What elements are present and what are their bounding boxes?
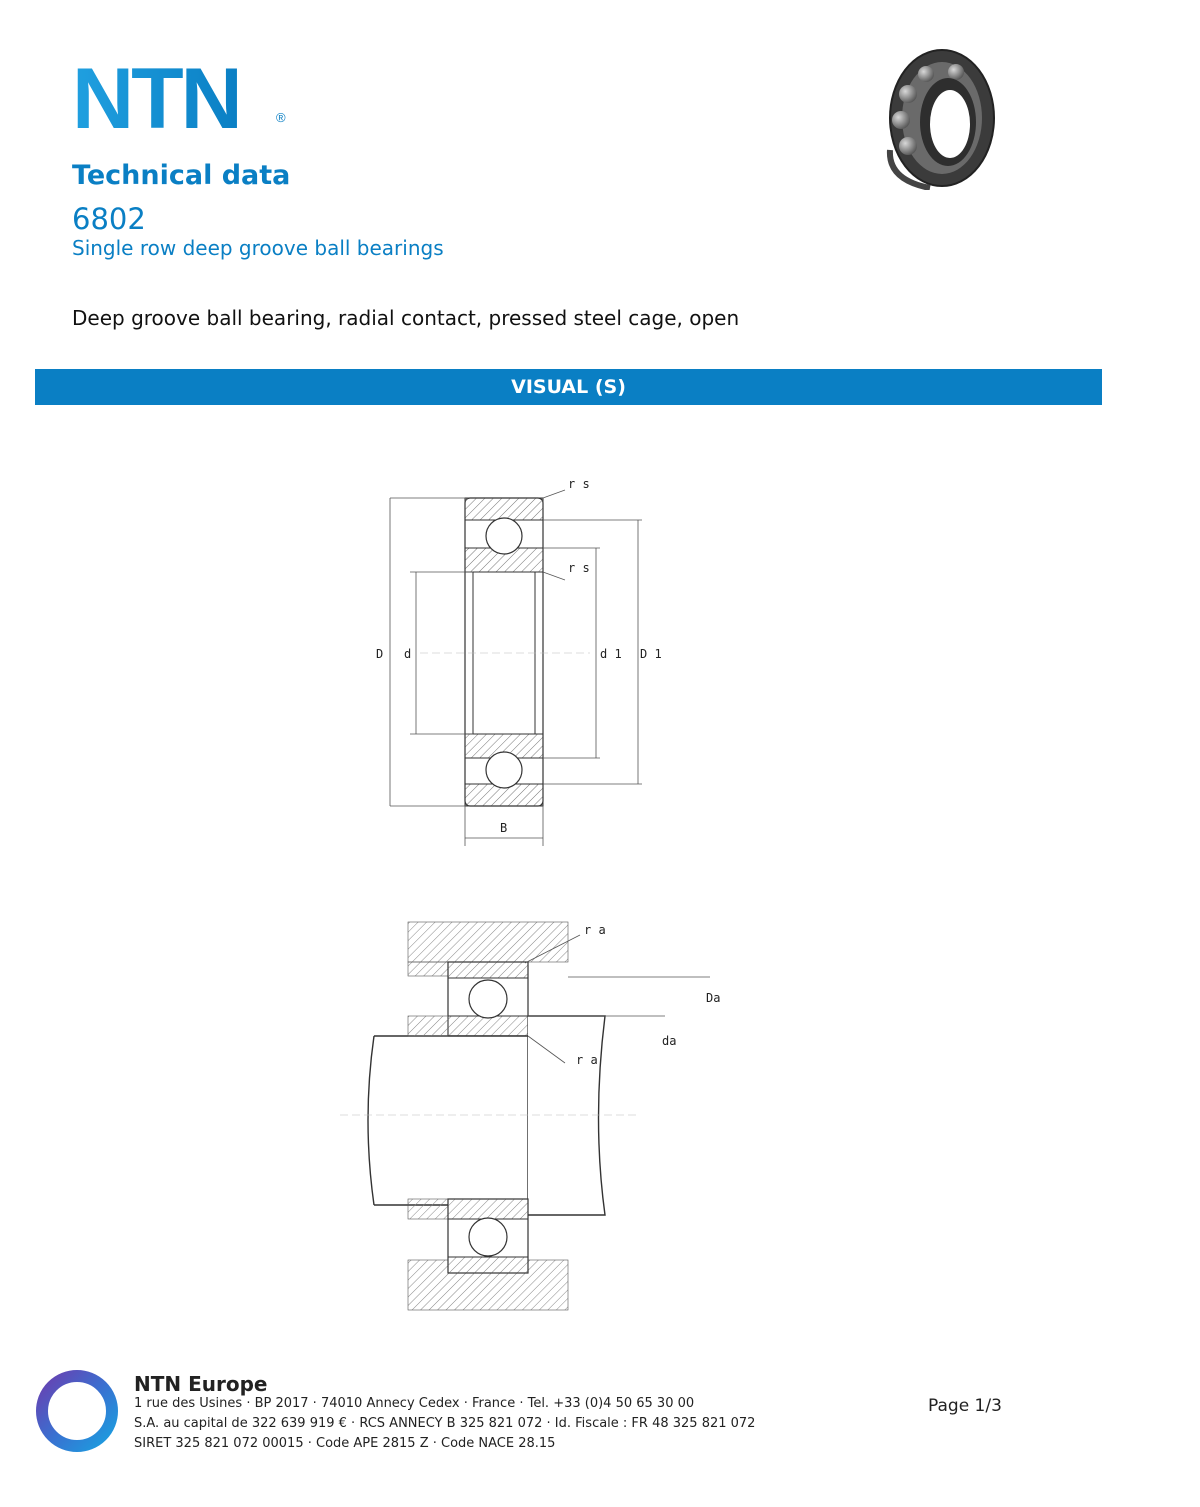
model-number: 6802 bbox=[72, 202, 146, 236]
label-d1: d 1 bbox=[600, 647, 622, 661]
label-rs-top: r s bbox=[568, 477, 590, 491]
label-rs-mid: r s bbox=[568, 561, 590, 575]
address-line-1: 1 rue des Usines · BP 2017 · 74010 Annecy Cedex · France · Tel. +33 (0)4 50 65 30 00 bbox=[134, 1396, 695, 1411]
bearing-illustration bbox=[870, 40, 1000, 190]
ntn-europe-ring-logo bbox=[34, 1368, 120, 1454]
mounting-drawing bbox=[340, 915, 740, 1315]
label-d: d bbox=[404, 647, 412, 661]
registered-mark: ® bbox=[276, 110, 286, 125]
label-da: da bbox=[662, 1034, 677, 1048]
product-description: Deep groove ball bearing, radial contact, pressed steel cage, open bbox=[72, 306, 740, 330]
label-D1: D 1 bbox=[640, 647, 662, 661]
page-title: Technical data bbox=[72, 160, 291, 191]
address-line-2: S.A. au capital de 322 639 919 € · RCS ANNECY B 325 821 072 · Id. Fiscale : FR 48 325 821 072 bbox=[134, 1416, 756, 1431]
page-number: Page 1/3 bbox=[928, 1396, 1002, 1416]
bearing-dimension-drawing bbox=[360, 470, 680, 860]
section-header: VISUAL (S) bbox=[35, 369, 1102, 405]
label-B: B bbox=[500, 821, 508, 835]
company-name: NTN Europe bbox=[134, 1372, 268, 1396]
label-ra-mid: r a bbox=[576, 1053, 598, 1067]
label-D: D bbox=[376, 647, 384, 661]
label-ra-top: r a bbox=[584, 923, 606, 937]
ntn-logo bbox=[72, 58, 292, 136]
label-Da: Da bbox=[706, 991, 721, 1005]
address-line-3: SIRET 325 821 072 00015 · Code APE 2815 Z · Code NACE 28.15 bbox=[134, 1436, 556, 1451]
logo-text: NTN bbox=[72, 58, 240, 136]
product-subtitle: Single row deep groove ball bearings bbox=[72, 236, 444, 260]
